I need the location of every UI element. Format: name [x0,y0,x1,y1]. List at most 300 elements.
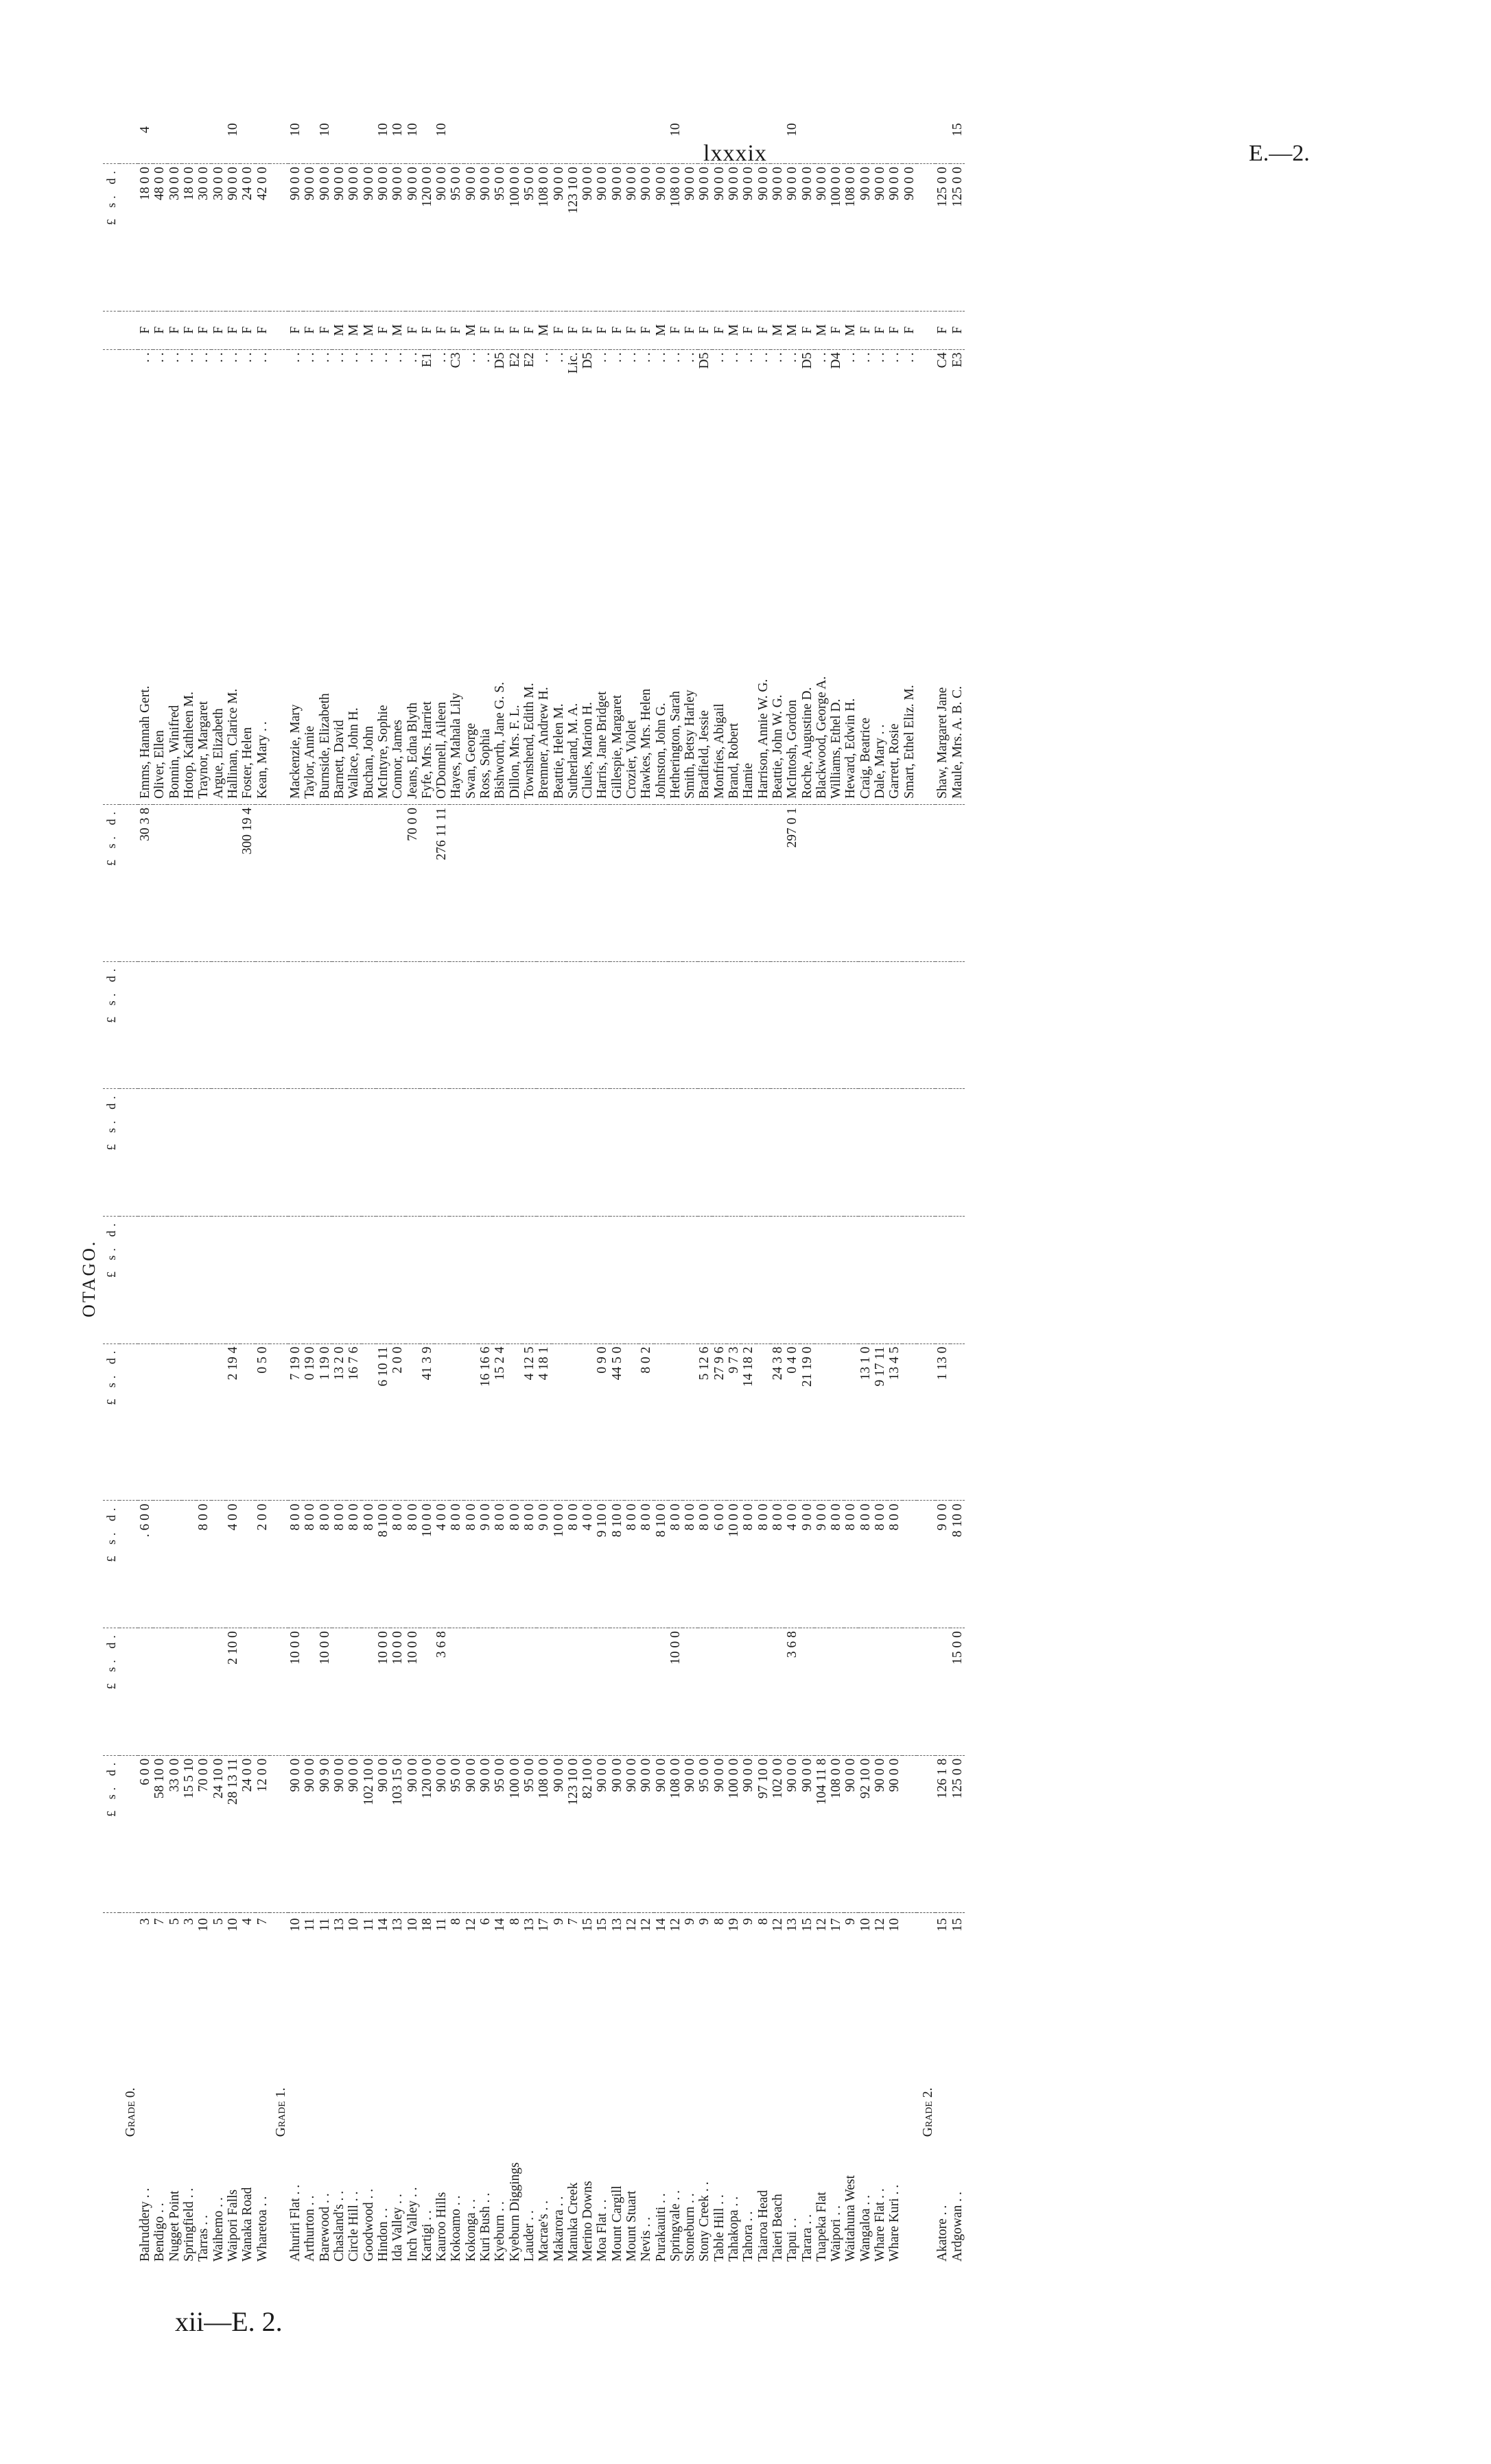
salary-cell: 90 0 0 [596,164,610,311]
money-cell-2 [347,1628,361,1756]
school-cell: Lauder . . [521,2210,537,2262]
money-cell-7 [858,961,873,1089]
extra-cell [522,96,537,164]
money-cell-5 [712,1217,727,1344]
school-cell: Merino Downs [580,2181,596,2262]
extra-cell [873,96,887,164]
money-cell-7 [376,961,390,1089]
sex-cell: F [595,326,610,334]
empty-cell [270,164,288,311]
salary-cell: 108 0 0 [844,164,858,311]
empty-cell [119,311,138,349]
money-cell-7 [814,961,829,1089]
money-cell-5 [844,1217,858,1344]
extra-cell [829,96,843,164]
money-cell-5 [814,1217,829,1344]
money-cell-5 [376,1217,390,1344]
allowance-cell: 90 0 0 [741,1755,755,1912]
salary-cell: 42 0 0 [255,164,270,311]
grade-cell: 13 [785,1912,799,1960]
empty-cell [917,1501,935,1628]
header-name [103,417,119,805]
school-cell: Balruddery . . [138,2187,153,2262]
extra-cell: 10 [225,123,240,137]
extra-cell [858,96,873,164]
money-cell-6 [756,1089,771,1217]
school-cell: Tarara . . [799,2214,814,2262]
money-cell-8: 30 3 8 [138,805,152,962]
certificate-cell: D4 [829,349,843,417]
money-cell-8 [255,805,270,962]
certificate-cell: . . [464,349,478,417]
empty-cell [270,805,288,962]
salary-cell: 108 0 0 [668,164,683,311]
grade-cell: 10 [226,1912,240,1960]
sex-cell: F [405,326,420,334]
money-cell-3: 4 0 0 [226,1501,240,1628]
certificate-cell: E2 [508,349,522,417]
allowance-cell: 100 0 0 [727,1755,741,1912]
money-cell-5 [226,1217,240,1344]
money-cell-5 [332,1217,347,1344]
money-cell-7 [347,961,361,1089]
money-cell-5 [756,1217,771,1344]
school-cell: Goodwood . . [361,2188,376,2262]
money-cell-6 [771,1089,785,1217]
empty-cell [917,1344,935,1501]
money-cell-2 [240,1628,255,1756]
money-cell-7 [771,961,785,1089]
grade-cell: 15 [596,1912,610,1960]
school-cell: Waipori . . [829,2205,844,2262]
teacher-name-cell: Argue, Elizabeth [211,708,226,799]
empty-cell [270,1089,288,1217]
grade-cell: 12 [464,1912,478,1960]
teacher-name-cell: Oliver, Ellen [152,730,167,799]
table-row [566,96,580,2264]
allowance-cell: 90 0 0 [887,1755,902,1912]
money-cell-7 [522,961,537,1089]
grade-cell: 14 [654,1912,668,1960]
teacher-name-cell: Smith, Betsy Harley [683,690,698,799]
allowance-cell: 58 10 0 [153,1755,167,1912]
money-cell-2 [138,1628,152,1756]
money-cell-4 [654,1344,668,1501]
teacher-name-cell: Sutherland, M. A. [565,703,580,799]
money-cell-2: 10 0 0 [376,1628,390,1756]
money-cell-2: 10 0 0 [318,1628,332,1756]
sex-cell: M [843,324,858,336]
money-cell-2 [873,1628,887,1756]
money-cell-4 [240,1344,255,1501]
money-cell-7 [288,961,303,1089]
salary-cell: 90 0 0 [434,164,449,311]
money-cell-7 [153,961,167,1089]
school-cell: Akatore . . [935,2205,950,2262]
money-cell-5 [493,1217,507,1344]
allowance-cell: 90 0 0 [303,1755,318,1912]
money-cell-4 [829,1344,843,1501]
money-cell-4: 8 0 2 [639,1344,653,1501]
money-cell-8 [771,805,785,962]
money-cell-3 [211,1501,226,1628]
money-cell-4 [552,1344,566,1501]
teacher-name-cell: McIntosh, Gordon [785,699,800,799]
certificate-cell: . . [844,349,858,417]
allowance-cell: 104 11 8 [814,1755,829,1912]
certificate-cell: C4 [935,349,950,417]
sex-cell: F [799,326,814,334]
empty-cell [119,96,138,164]
salary-cell: 90 0 0 [376,164,390,311]
money-cell-4: 1 19 0 [318,1344,332,1501]
sex-cell: M [785,324,800,336]
extra-cell: 10 [785,123,800,137]
money-cell-4 [683,1344,697,1501]
extra-cell [624,96,639,164]
salary-cell: 90 0 0 [771,164,785,311]
money-cell-5 [288,1217,303,1344]
extra-cell [464,96,478,164]
sex-cell: F [902,326,917,334]
money-cell-6 [362,1089,376,1217]
extra-cell [727,96,741,164]
certificate-cell: . . [434,349,449,417]
salary-cell: 18 0 0 [138,164,152,311]
school-cell: Manuka Creek [565,2182,580,2262]
money-cell-2 [771,1628,785,1756]
money-cell-8 [347,805,361,962]
extra-cell [493,96,507,164]
teacher-name-cell: Hayes, Mahala Lily [449,692,464,799]
allowance-cell [902,1755,917,1912]
table-row [196,96,211,2264]
money-cell-6 [668,1089,683,1217]
money-cell-7 [873,961,887,1089]
grade-cell: 9 [552,1912,566,1960]
money-cell-7 [255,961,270,1089]
certificate-cell: . . [712,349,727,417]
grade-cell: 12 [668,1912,683,1960]
table-header-row [103,96,119,2264]
teacher-name-cell: Harrison, Annie W. G. [755,679,771,799]
certificate-cell: . . [226,349,240,417]
certificate-cell: E3 [950,349,965,417]
money-cell-6 [902,1089,917,1217]
money-cell-6 [785,1089,799,1217]
money-cell-5 [522,1217,537,1344]
teacher-name-cell: Garrett, Rosie [887,723,902,799]
teacher-name-cell: O'Donnell, Aileen [434,701,449,799]
grade-heading: Grade 2. [920,2087,935,2137]
table-row [153,96,167,2264]
extra-cell: 10 [405,123,420,137]
money-cell-6 [255,1089,270,1217]
money-cell-3: 8 0 0 [639,1501,653,1628]
sex-cell: F [624,326,639,334]
money-cell-2 [624,1628,639,1756]
school-cell: Kartigi . . [419,2210,434,2262]
page-number: lxxxix [703,141,767,166]
grade-cell: 13 [390,1912,405,1960]
teacher-name-cell: Bonnin, Winifred [167,705,182,799]
money-cell-3: 8 0 0 [347,1501,361,1628]
money-cell-6 [390,1089,405,1217]
empty-cell [119,1628,138,1756]
money-cell-5 [420,1217,434,1344]
money-cell-4 [406,1344,420,1501]
school-cell: Wangaloa . . [858,2195,873,2262]
allowance-cell: 24 10 0 [211,1755,226,1912]
extra-cell [362,96,376,164]
grade-cell: 3 [138,1912,152,1960]
money-cell-4: 5 12 6 [698,1344,712,1501]
money-cell-4: 13 2 0 [332,1344,347,1501]
extra-cell: 10 [375,123,390,137]
school-cell: Whare Flat . . [873,2188,888,2262]
school-cell: Ida Valley . . [390,2194,406,2262]
money-cell-8 [182,805,196,962]
returns-table [103,96,965,2264]
extra-cell: 10 [317,123,332,137]
school-cell: Nevis . . [639,2217,654,2262]
salary-cell: 90 0 0 [683,164,697,311]
money-cell-5 [639,1217,653,1344]
school-cell: Wharetoa . . [255,2196,270,2262]
money-cell-8 [654,805,668,962]
table-row [138,96,152,2264]
teacher-name-cell: McIntyre, Sophie [375,705,390,799]
money-cell-2 [153,1628,167,1756]
money-cell-4 [138,1344,152,1501]
money-cell-7 [610,961,624,1089]
money-cell-4 [196,1344,211,1501]
school-cell [902,1960,917,2264]
money-cell-8 [332,805,347,962]
money-cell-3: 8 0 0 [493,1501,507,1628]
certificate-cell: D5 [580,349,595,417]
table-row [771,96,785,2264]
money-cell-4: 0 5 0 [255,1344,270,1501]
empty-cell [119,1344,138,1501]
money-cell-7 [902,961,917,1089]
sex-cell: F [449,326,464,334]
salary-cell: 90 0 0 [318,164,332,311]
money-cell-5 [624,1217,639,1344]
money-cell-3: 8 10 0 [376,1501,390,1628]
money-cell-6 [712,1089,727,1217]
money-cell-4 [756,1344,771,1501]
grade-cell: 17 [537,1912,551,1960]
teacher-name-cell: Kean, Mary . . [255,721,270,799]
salary-cell: 120 0 0 [420,164,434,311]
grade-cell: 11 [362,1912,376,1960]
money-cell-8 [167,805,182,962]
certificate-cell: . . [240,349,255,417]
money-cell-2 [639,1628,653,1756]
grade-cell: 8 [449,1912,464,1960]
grade-cell: 7 [255,1912,270,1960]
certificate-cell: . . [741,349,755,417]
money-cell-6 [347,1089,361,1217]
money-cell-8 [226,805,240,962]
salary-cell: 90 0 0 [887,164,902,311]
money-cell-8 [493,805,507,962]
money-cell-2 [712,1628,727,1756]
money-cell-5 [478,1217,493,1344]
sex-cell: F [580,326,596,334]
money-cell-7 [138,961,152,1089]
table-row [654,96,668,2264]
certificate-cell: E1 [420,349,434,417]
teacher-name-cell: Buchan, John [361,725,376,799]
sex-cell: F [434,326,449,334]
sex-cell: M [361,324,376,336]
teacher-name-cell: Bradfield, Jessie [697,710,712,799]
allowance-cell: 24 0 0 [240,1755,255,1912]
empty-cell [270,1628,288,1756]
salary-cell: 123 10 0 [566,164,580,311]
money-cell-6 [167,1089,182,1217]
teacher-name-cell: Ross, Sophia [478,729,493,799]
extra-cell [610,96,624,164]
money-cell-4: 9 17 11 [873,1344,887,1501]
sex-cell: F [196,326,211,334]
school-cell: Nugget Point [167,2190,182,2262]
table-row [829,96,843,2264]
allowance-cell: 126 1 8 [935,1755,950,1912]
salary-cell: 90 0 0 [347,164,361,311]
extra-cell [639,96,653,164]
grade-cell: 15 [580,1912,595,1960]
certificate-cell: . . [153,349,167,417]
table-row [580,96,595,2264]
money-cell-2 [508,1628,522,1756]
money-cell-8 [566,805,580,962]
money-cell-3: 8 10 0 [654,1501,668,1628]
teacher-name-cell: Crozier, Violet [624,720,639,799]
money-cell-5 [240,1217,255,1344]
money-cell-5 [182,1217,196,1344]
money-cell-2 [698,1628,712,1756]
table-row [712,96,727,2264]
empty-cell [917,1089,935,1217]
money-cell-8 [537,805,551,962]
sex-cell: M [770,324,785,336]
certificate-cell: . . [376,349,390,417]
header-salary: £ s. d. [103,164,119,311]
money-cell-5 [362,1217,376,1344]
table-row [858,96,873,2264]
teacher-name-cell: Hallinan, Clarice M. [225,688,240,799]
sex-cell: F [565,326,580,334]
extra-cell: 15 [950,123,965,137]
extra-cell: 10 [668,123,683,137]
school-cell: Mount Stuart [624,2190,639,2262]
money-cell-2 [580,1628,595,1756]
empty-cell [917,349,935,417]
money-cell-7 [362,961,376,1089]
salary-cell: 90 0 0 [800,164,814,311]
grade-cell: 12 [771,1912,785,1960]
school-cell: Makarora . . [551,2196,566,2262]
money-cell-5 [138,1217,152,1344]
school-cell: Table Hill . . [712,2194,727,2262]
extra-cell [654,96,668,164]
empty-cell [270,1755,288,1912]
money-cell-7 [406,961,420,1089]
money-cell-7 [668,961,683,1089]
money-cell-4: 15 2 4 [493,1344,507,1501]
empty-cell [917,1217,935,1344]
teacher-name-cell: Fyfe, Mrs. Harriet [419,701,434,799]
teacher-name-cell: Hawkes, Mrs. Helen [639,688,654,799]
teacher-name-cell: Connor, James [390,719,406,799]
table-row [727,96,741,2264]
money-cell-2 [727,1628,741,1756]
sex-cell: M [332,324,347,336]
money-cell-8: 297 0 1 [785,805,799,962]
money-cell-8 [639,805,653,962]
table-row [493,96,507,2264]
salary-cell: 18 0 0 [182,164,196,311]
grade-cell: 14 [493,1912,507,1960]
money-cell-6 [508,1089,522,1217]
money-cell-7 [318,961,332,1089]
certificate-cell: E2 [522,349,537,417]
school-cell: Tahora . . [741,2211,756,2262]
sex-cell: F [712,326,727,334]
certificate-cell: . . [332,349,347,417]
money-cell-6 [624,1089,639,1217]
page-code: E.—2. [1249,141,1310,166]
money-cell-2 [683,1628,697,1756]
certificate-cell: . . [138,349,152,417]
money-cell-8 [464,805,478,962]
money-cell-8 [800,805,814,962]
money-cell-2 [537,1628,551,1756]
money-cell-8 [211,805,226,962]
grade-cell: 12 [624,1912,639,1960]
extra-cell [566,96,580,164]
grade-heading-row [270,96,288,2264]
teacher-name-cell: Maule, Mrs. A. B. C. [950,685,965,799]
money-cell-5 [596,1217,610,1344]
allowance-cell: 90 0 0 [624,1755,639,1912]
certificate-cell: . . [390,349,405,417]
money-cell-5 [950,1217,965,1344]
money-cell-3: 8 0 0 [406,1501,420,1628]
sex-cell: F [375,326,390,334]
money-cell-5 [347,1217,361,1344]
certificate-cell: . . [167,349,182,417]
grade-cell: 19 [727,1912,741,1960]
money-cell-8 [950,805,965,962]
header-money-2: £ s. d. [103,1628,119,1756]
money-cell-8 [624,805,639,962]
extra-cell [596,96,610,164]
certificate-cell: . . [727,349,741,417]
money-cell-8 [376,805,390,962]
empty-cell [119,1755,138,1912]
school-cell: Tahakopa . . [727,2196,742,2262]
money-cell-4: 24 3 8 [771,1344,785,1501]
salary-cell: 90 0 0 [580,164,595,311]
money-cell-3: . 6 0 0 [138,1501,152,1628]
grade-cell: 9 [844,1912,858,1960]
teacher-name-cell: Shaw, Margaret Jane [935,687,950,799]
money-cell-6 [844,1089,858,1217]
